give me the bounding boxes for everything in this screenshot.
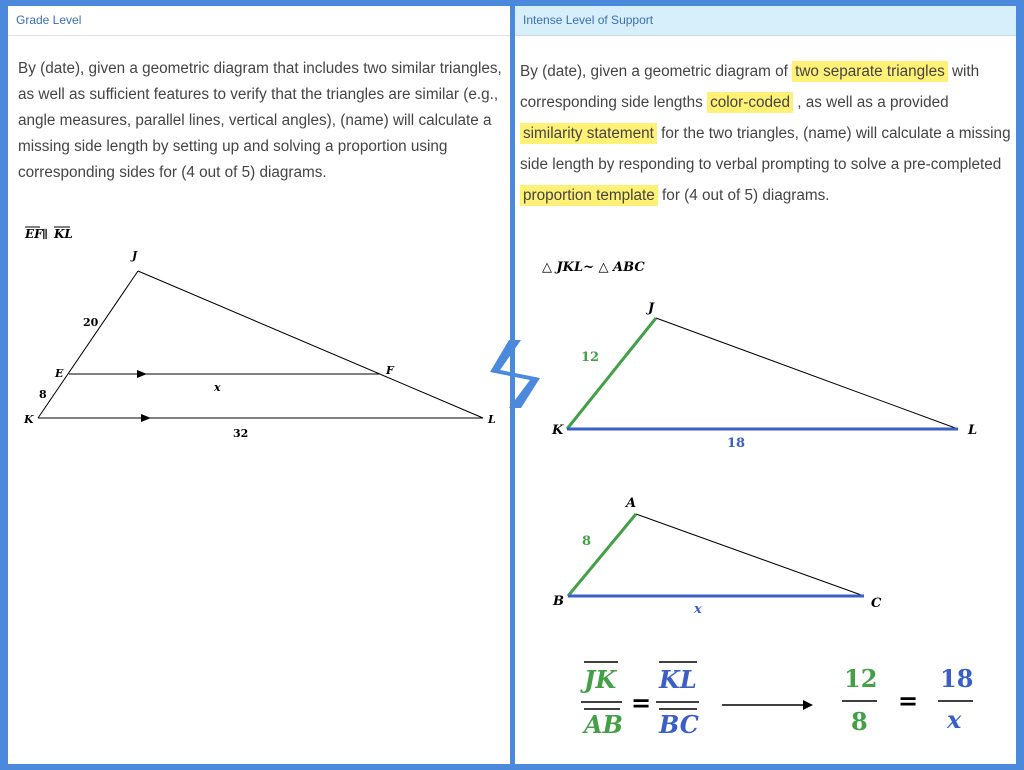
side-jk-green — [567, 318, 656, 429]
given-kl: KL — [54, 227, 73, 241]
vertex-k: K — [552, 423, 564, 438]
ratio-jk: JK — [584, 665, 617, 694]
goal-text-part: , as well as a provided — [793, 94, 949, 111]
intense-support-header: Intense Level of Support — [515, 6, 1016, 36]
ratio-ab: AB — [584, 710, 623, 739]
length-kl: 18 — [727, 436, 746, 451]
ratio-bc: BC — [659, 710, 699, 739]
arrow-kl-icon — [141, 414, 151, 422]
vertex-l: L — [968, 423, 978, 438]
side-jk — [38, 271, 138, 418]
arrow-right-icon — [803, 700, 813, 710]
similar-triangles-diagram — [515, 246, 1015, 746]
ratio-kl: KL — [659, 665, 697, 694]
value-8: 8 — [851, 707, 868, 736]
length-kl: 32 — [233, 427, 249, 440]
equals-sign: = — [631, 688, 652, 717]
length-ek: 8 — [39, 388, 47, 401]
vertex-j: J — [648, 301, 655, 316]
highlight-proportion-template: proportion template — [520, 185, 658, 206]
grade-level-panel — [8, 6, 510, 764]
side-ac-black — [636, 514, 864, 596]
vertex-a: A — [626, 496, 637, 511]
given-ef: EF — [25, 227, 43, 241]
proportion-template — [580, 662, 973, 739]
value-18: 18 — [940, 664, 974, 693]
intense-support-panel — [515, 6, 1016, 764]
highlight-similarity-statement: similarity statement — [520, 123, 657, 144]
vertex-e: E — [55, 367, 64, 380]
vertex-b: B — [553, 594, 564, 609]
intense-support-goal-text — [520, 56, 1012, 211]
goal-text-part: with corresponding side lengths — [520, 63, 980, 111]
arrow-ef-icon — [137, 370, 147, 378]
vertex-j: J — [132, 249, 138, 262]
equals-sign-2: = — [898, 686, 919, 715]
goal-text-part: for (4 out of 5) diagrams. — [657, 187, 830, 204]
goal-text-part: for the two triangles, (name) will calculate a missing side length by responding to verbal prompting to solve a pre-completed — [520, 125, 1011, 173]
highlight-two-triangles: two separate triangles — [792, 61, 948, 82]
side-ab-green — [568, 514, 636, 596]
vertex-l: L — [488, 413, 496, 426]
parallel-lines-diagram — [8, 211, 508, 451]
highlight-color-coded: color-coded — [707, 92, 793, 113]
length-bc: x — [694, 602, 702, 617]
vertex-f: F — [386, 364, 394, 377]
length-ab: 8 — [582, 534, 592, 549]
goal-text-part: By (date), given a geometric diagram of — [520, 63, 793, 80]
given-parallel: ∥ — [42, 228, 48, 241]
vertex-k: K — [24, 413, 34, 426]
length-jk: 12 — [581, 350, 600, 365]
length-je: 20 — [83, 316, 99, 329]
length-ef: x — [214, 381, 221, 394]
side-jl — [138, 271, 483, 418]
vertex-c: C — [871, 596, 882, 611]
side-jl-black — [656, 318, 958, 429]
grade-level-header: Grade Level — [8, 6, 510, 36]
value-x: x — [947, 705, 962, 734]
value-12: 12 — [844, 664, 878, 693]
similarity-statement: △ JKL~ △ ABC — [542, 260, 645, 275]
grade-level-goal-text: By (date), given a geometric diagram that includes two similar triangles, as well as sufficient features to verify that the triangles are similar (e.g., angle measures, parallel lines, vertical angles), (name) will calculate a missing side length by setting up and solving a proportion using corresponding sides for (4 out of 5) diagrams. — [18, 60, 502, 181]
